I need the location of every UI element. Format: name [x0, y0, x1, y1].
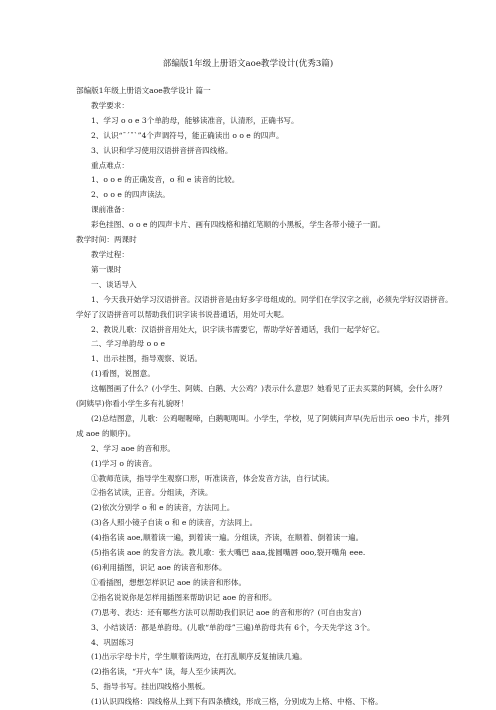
paragraph: 1、o o e 的正确发音，o 和 e 读音的比较。	[91, 175, 240, 185]
paragraph: 1、今天我开始学习汉语拼音。汉语拼音是由好多字母组成的。同学们在学汉字之前，必须先学好汉语拼音。学好了汉语拼音可以帮助我们识字读书说普通话，用处可大呢。	[76, 294, 453, 319]
paragraph: 2、o o e 的四声读法。	[91, 190, 170, 200]
paragraph: 2、教说儿歌：汉语拼音用处大，识字读书需要它，帮助学好普通话，我们一起学好它。	[91, 324, 385, 334]
paragraph: 1、出示挂图，指导观察、说话。	[91, 354, 203, 364]
paragraph: (4)指名读 aoe,顺着读一遍，到着读一遍。分组读，齐读，在顺着、倒着读一遍。	[91, 533, 364, 543]
paragraph: 教学要求：	[91, 100, 129, 110]
paragraph: (1)认识四线格：四线格从上到下有四条横线，形成三格，分别成为上格、中格、下格。	[91, 697, 383, 707]
paragraph: 第一课时	[91, 264, 122, 274]
paragraph: ②指名说说你是怎样用插图来帮助识记 aoe 的音和形。	[91, 592, 277, 602]
paragraph: (2)总结图意，儿歌：公鸡喔喔啼，白鹅呃呃叫。小学生，学校，见了阿姨问声早(先后出示 oeo 卡片，排列成 aoe 的顺序)。	[76, 413, 450, 438]
paragraph: ②指名试读，正音。分组读，齐读。	[91, 488, 213, 498]
paragraph: 重点难点：	[91, 160, 129, 170]
paragraph: (7)思考、表达：还有哪些方法可以帮助我们识记 aoe 的音和形的？(可自由发言)	[91, 607, 362, 617]
paragraph: (1)学习 o 的读音。	[91, 458, 157, 468]
paragraph: (6)利用插图，识记 aoe 的读音和形体。	[91, 563, 227, 572]
paragraph: (1)看图，说图意。	[91, 369, 155, 379]
paragraph: 2、认识“¯ˊˇˋ”4个声调符号，能正确读出 o o e 的四声。	[91, 130, 284, 140]
paragraph: 一、谈话导入	[91, 279, 137, 289]
paragraph: 课前准备：	[91, 205, 129, 215]
paragraph: 这幅图画了什么？(小学生、阿姨、白鹅、大公鸡？)表示什么意思？她看见了正去买菜的阿姨，会什么呀？(阿姨早)你看小学生多有礼貌呀！	[76, 384, 447, 409]
paragraph: 二、学习单韵母 o o e	[91, 339, 166, 349]
paragraph: 4、巩固练习	[91, 637, 134, 647]
document-title: 部编版1年级上册语文aoe教学设计(优秀3篇)	[162, 59, 334, 69]
paragraph: (1)出示字母卡片，学生顺着读两边，在打乱顺序反复抽读几遍。	[91, 652, 307, 662]
paragraph: 3、认识和学习使用汉语拼音拼音四线格。	[91, 145, 233, 155]
paragraph: 3、小结谈话：都是单韵母。(儿歌“单韵母”三遍)单韵母共有 6个，今天先学这 3个。	[91, 622, 375, 632]
paragraph: (3)各人照小镜子自读 o 和 e 的读音，方法同上。	[91, 518, 258, 528]
paragraph: ①教师范读，指导学生观察口形，听准读音，体会发音方法，自行试读。	[91, 473, 334, 483]
paragraph: 1、学习 o o e 3个单韵母，能够读准音，认清形，正确书写。	[91, 115, 299, 125]
document-body	[76, 84, 456, 710]
paragraph: 教学时间：两课时	[76, 235, 137, 245]
paragraph: 教学过程：	[91, 249, 129, 259]
paragraph: ①看插图，想想怎样识记 aoe 的读音和形体。	[91, 577, 247, 587]
paragraph: 2、学习 aoe 的音和形。	[91, 443, 176, 453]
paragraph: 彩色挂图、o o e 的四声卡片、画有四线格和描红笔顺的小黑板，学生各带小镜子一面。	[91, 220, 386, 230]
paragraph: (2)依次分别学 o 和 e 的读音，方法同上。	[91, 503, 235, 513]
paragraph: 部编版1年级上册语文aoe教学设计 篇一	[76, 86, 211, 95]
paragraph: 5、指导书写。挂出四线格小黑板。	[91, 682, 210, 692]
paragraph: (5)指名读 aoe 的发音方法。教儿歌：张大嘴巴 aaa,拢圆嘴唇 ooo,裂开嘴角 eee.	[91, 548, 366, 558]
paragraph: (2)指名读，“开火车” 读，每人至少读两次。	[91, 667, 242, 677]
